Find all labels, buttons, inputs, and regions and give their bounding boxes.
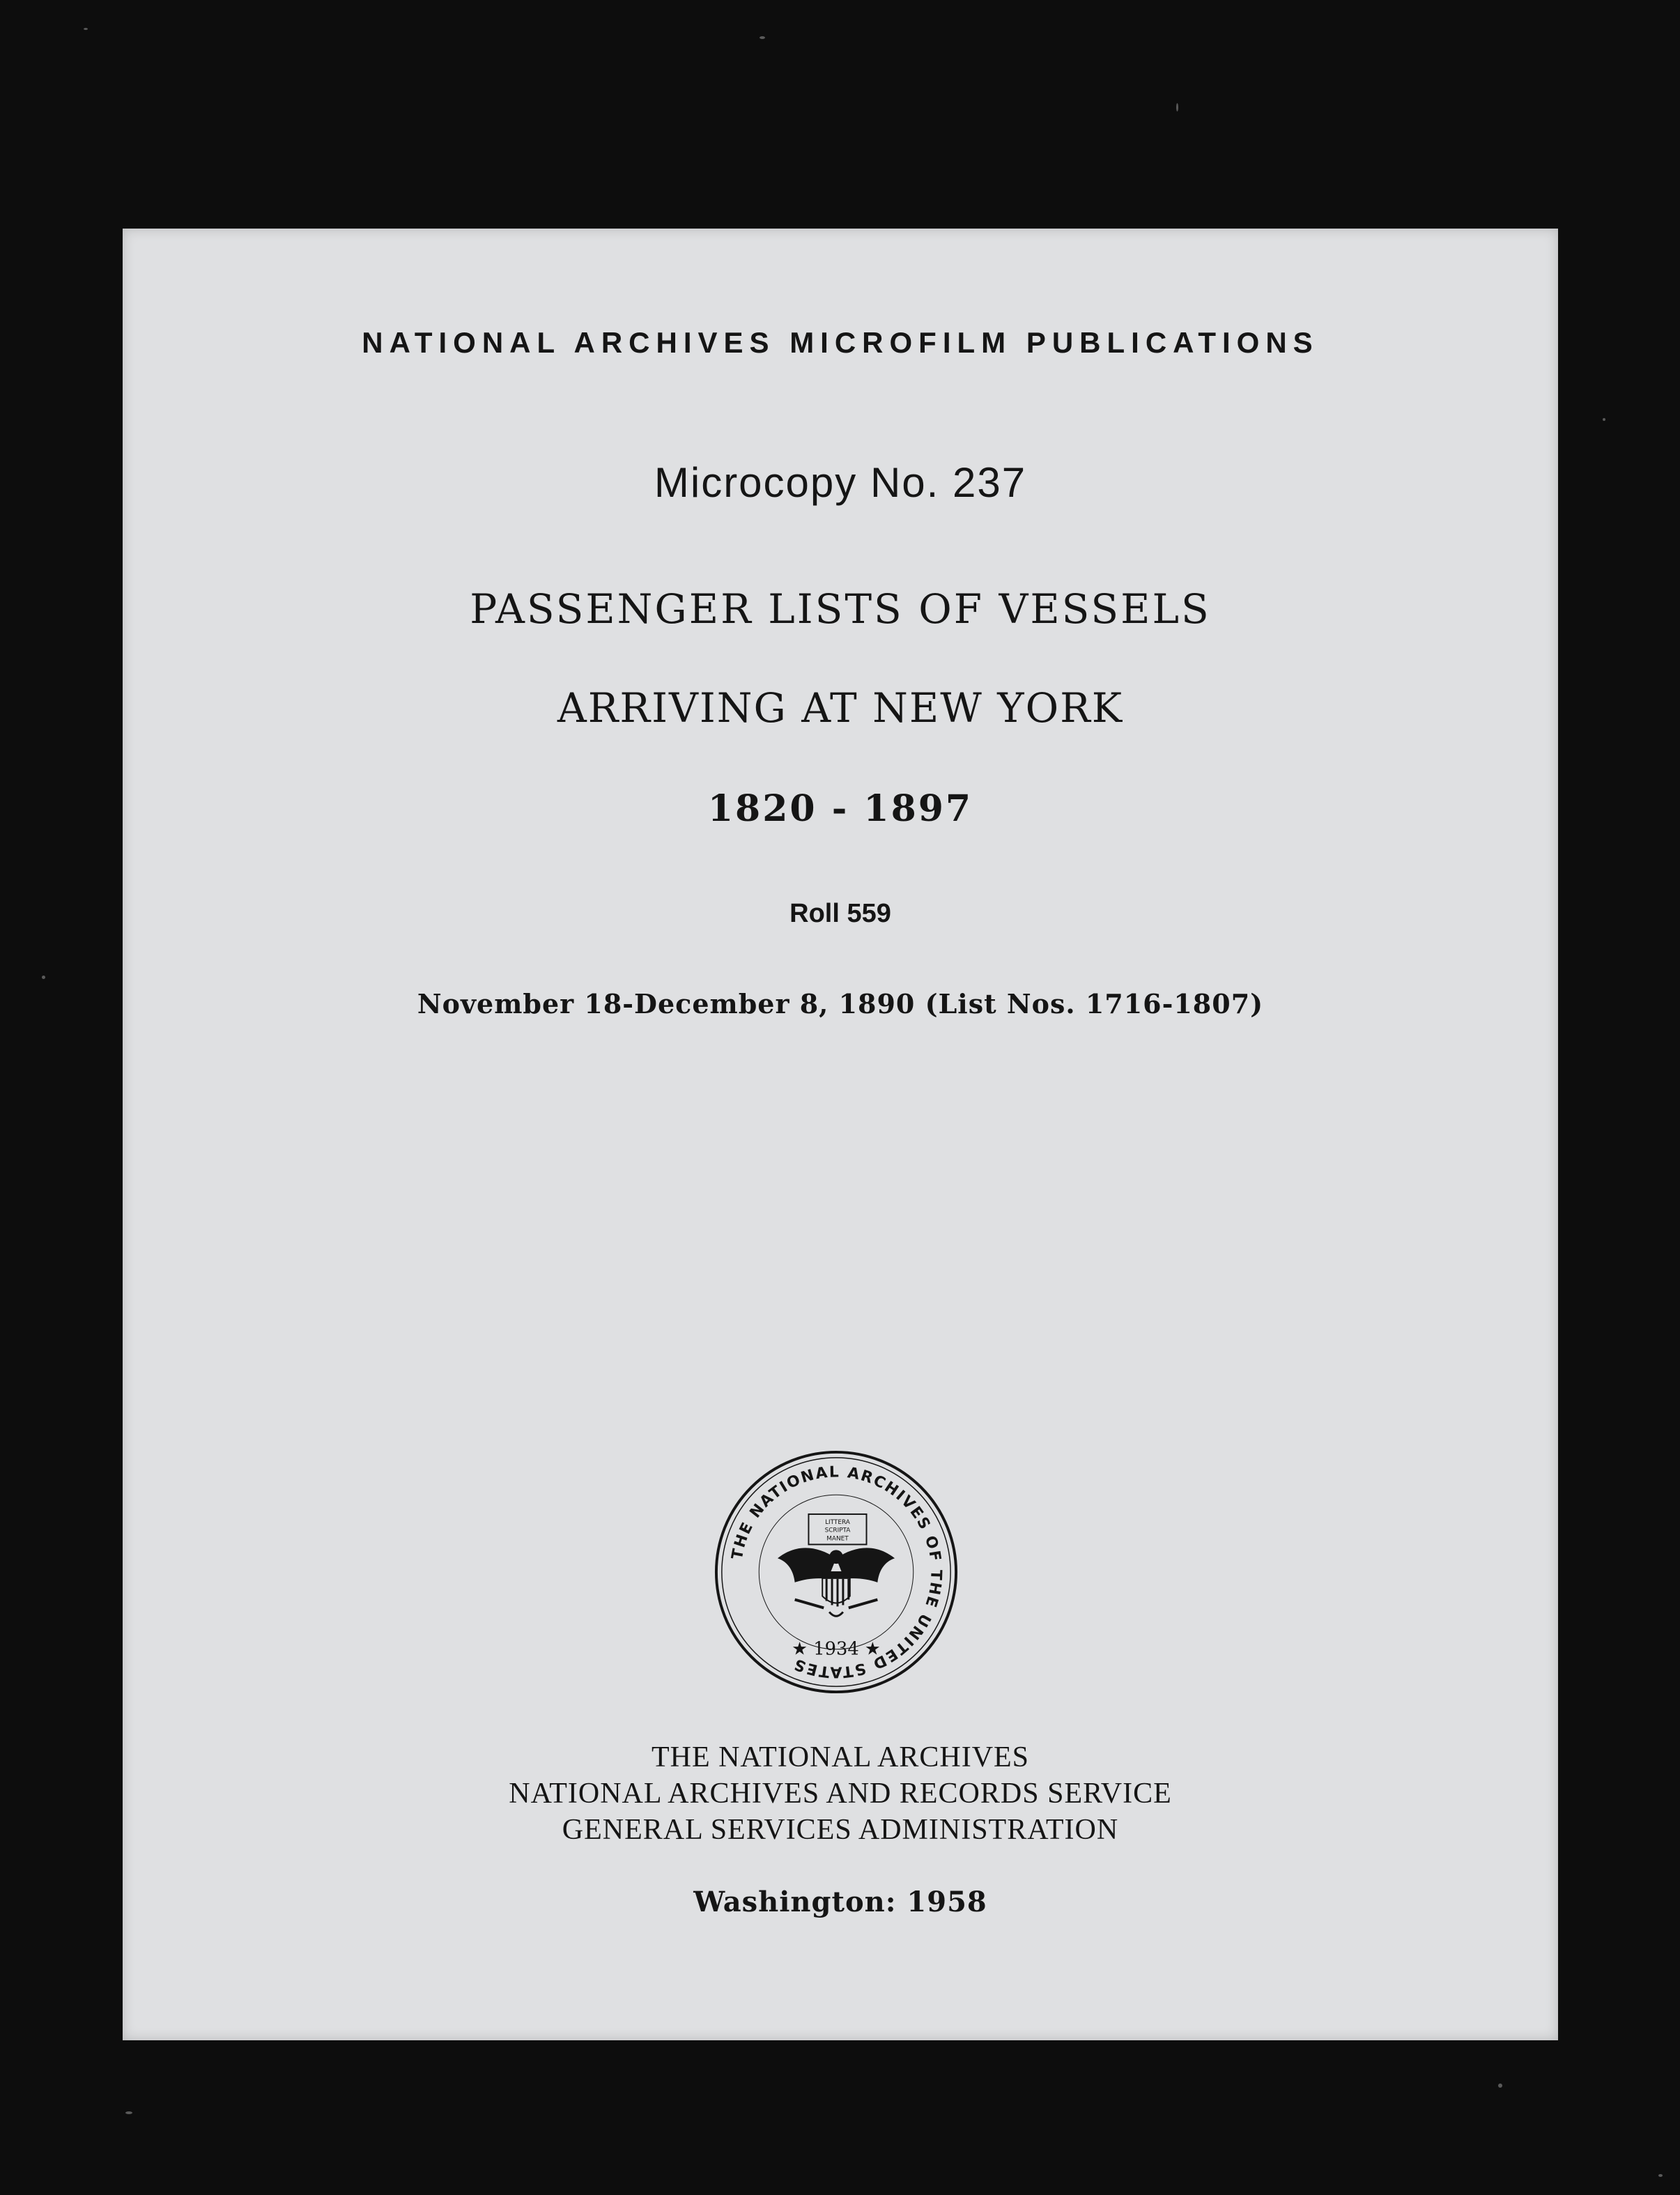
svg-text:LITTERA: LITTERA	[825, 1518, 850, 1526]
svg-text:THE NATIONAL ARCHIVES OF THE U: THE NATIONAL ARCHIVES OF THE UNITED STATES	[728, 1463, 945, 1681]
svg-text:SCRIPTA: SCRIPTA	[824, 1527, 851, 1534]
film-speck	[1603, 418, 1605, 421]
national-archives-seal-icon	[712, 1448, 960, 1696]
publisher-line-1: THE NATIONAL ARCHIVES	[651, 1741, 1030, 1773]
svg-text:MANET: MANET	[826, 1535, 849, 1543]
publisher-line-2: NATIONAL ARCHIVES AND RECORDS SERVICE	[509, 1778, 1172, 1810]
film-speck	[42, 976, 45, 979]
series-heading: NATIONAL ARCHIVES MICROFILM PUBLICATIONS	[362, 326, 1319, 359]
microcopy-number: Microcopy No. 237	[654, 459, 1027, 506]
svg-text:★ 1934 ★: ★ 1934 ★	[792, 1638, 881, 1660]
title-page	[123, 229, 1558, 2040]
film-speck	[84, 28, 88, 30]
film-speck	[760, 36, 765, 39]
roll-coverage: November 18-December 8, 1890 (List Nos. 1716-1807)	[417, 988, 1264, 1019]
publication-title-line-2: ARRIVING AT NEW YORK	[557, 684, 1124, 732]
publication-years: 1820 - 1897	[707, 787, 973, 830]
film-speck	[125, 2111, 132, 2114]
roll-number: Roll 559	[789, 899, 891, 928]
publication-title-line-1: PASSENGER LISTS OF VESSELS	[470, 585, 1211, 633]
film-speck	[1176, 103, 1178, 111]
film-speck	[1658, 2174, 1663, 2177]
publisher-line-3: GENERAL SERVICES ADMINISTRATION	[562, 1814, 1119, 1846]
film-speck	[1498, 2084, 1502, 2088]
place-and-date: Washington: 1958	[693, 1886, 987, 1918]
